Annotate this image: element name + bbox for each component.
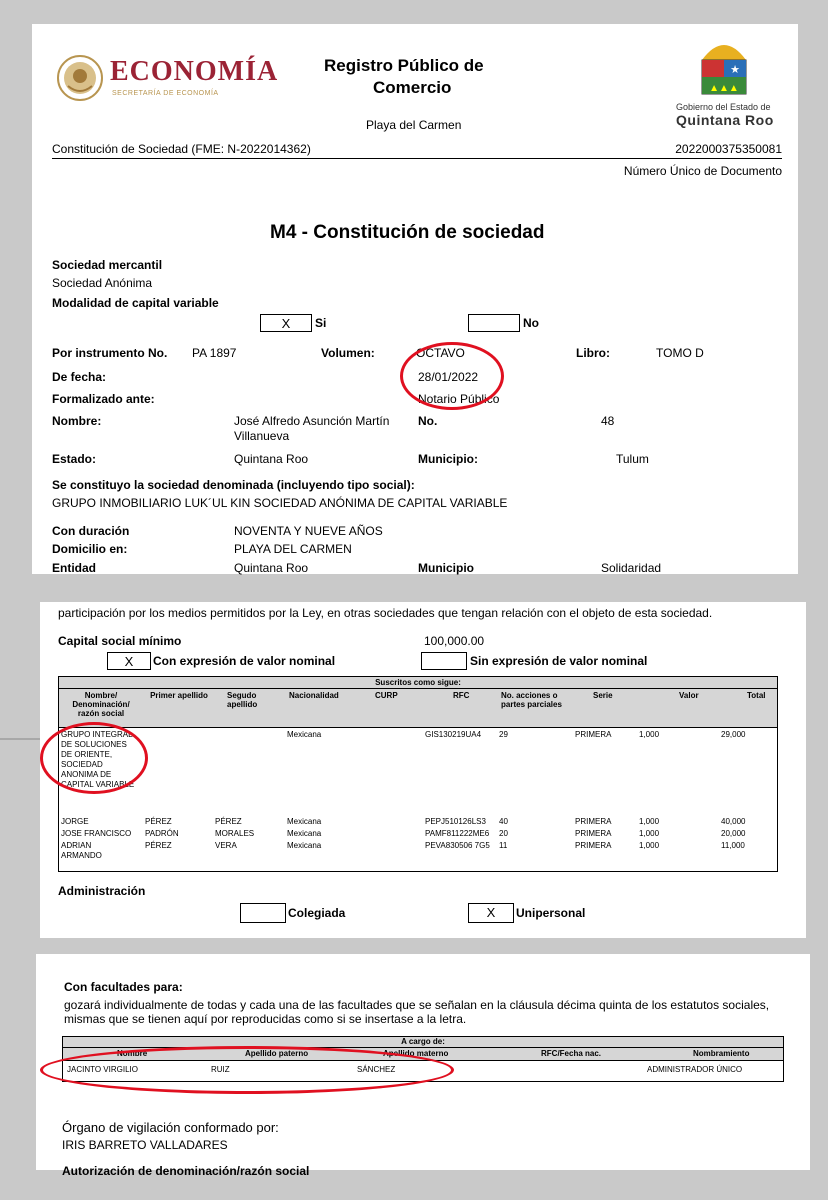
organo-value: IRIS BARRETO VALLADARES [62, 1138, 228, 1152]
row3-rfc: PAMF811222ME6 [425, 829, 490, 838]
no-label: No [523, 316, 539, 330]
domicilio-value: PLAYA DEL CARMEN [234, 542, 352, 556]
row4-segundo-apellido: VERA [215, 841, 237, 850]
capital-label: Capital social mínimo [58, 634, 182, 648]
header-total: Total [747, 691, 766, 700]
cargo-header-paterno: Apellido paterno [245, 1049, 309, 1058]
cargo-header-nombre: Nombre [117, 1049, 148, 1058]
row2-segundo-apellido: PÉREZ [215, 817, 242, 826]
no-field-label: No. [418, 414, 438, 428]
organo-label: Órgano de vigilación conformado por: [62, 1120, 279, 1135]
municipio2-label: Municipio [418, 561, 474, 575]
header-nombre: Nombre/ Denominación/ razón social [72, 691, 130, 718]
page-gap-line [0, 738, 40, 740]
cargo-header-materno: Apellido materno [383, 1049, 449, 1058]
si-checkbox: X [260, 314, 312, 332]
header-serie: Serie [593, 691, 613, 700]
row3-primer-apellido: PADRÓN [145, 829, 179, 838]
nombre-value-line1: José Alfredo Asunción Martín [234, 414, 390, 428]
colegiada-label: Colegiada [288, 906, 346, 920]
row4-nacionalidad: Mexicana [287, 841, 322, 850]
cargo-header-rfc: RFC/Fecha nac. [541, 1049, 602, 1058]
volumen-value: OCTAVO [416, 346, 465, 360]
modalidad-label: Modalidad de capital variable [52, 296, 219, 310]
shareholders-table [58, 676, 778, 872]
header-nacionalidad: Nacionalidad [289, 691, 339, 700]
row1-total: 29,000 [721, 730, 746, 739]
row4-primer-apellido: PÉREZ [145, 841, 172, 850]
con-expresion-label: Con expresión de valor nominal [153, 654, 336, 668]
row3-total: 20,000 [721, 829, 746, 838]
row3-serie: PRIMERA [575, 829, 612, 838]
document-page-2 [40, 602, 806, 938]
row2-nacionalidad: Mexicana [287, 817, 322, 826]
row1-acciones: 29 [499, 730, 508, 739]
fecha-label: De fecha: [52, 370, 107, 384]
row2-total: 40,000 [721, 817, 746, 826]
row1-serie: PRIMERA [575, 730, 612, 739]
domicilio-label: Domicilio en: [52, 542, 128, 556]
quintana-roo-line2: Quintana Roo [676, 112, 774, 128]
instrumento-value: PA 1897 [192, 346, 237, 360]
municipio-value: Tulum [616, 452, 649, 466]
company-annotation-circle [40, 722, 148, 794]
entidad-label: Entidad [52, 561, 96, 575]
municipio-label: Municipio: [418, 452, 478, 466]
header-acciones: No. acciones o partes parciales [501, 691, 562, 709]
nombre-value-line2: Villanueva [234, 429, 290, 443]
header-rfc: RFC [453, 691, 470, 700]
cargo-row-paterno: RUIZ [211, 1065, 230, 1074]
formalizado-label: Formalizado ante: [52, 392, 155, 406]
page-title: M4 - Constitución de sociedad [270, 222, 545, 243]
cargo-header-nombramiento: Nombramiento [693, 1049, 750, 1058]
date-annotation-circle [400, 342, 504, 410]
cargo-row-nombramiento: ADMINISTRADOR ÚNICO [647, 1065, 743, 1074]
libro-label: Libro: [576, 346, 610, 360]
row4-valor: 1,000 [639, 841, 660, 850]
municipio2-value: Solidaridad [601, 561, 662, 575]
registry-title-line1: Registro Público de [324, 56, 484, 75]
row3-segundo-apellido: MORALES [215, 829, 255, 838]
mexican-seal-icon [56, 54, 104, 102]
no-checkbox [468, 314, 520, 332]
shareholders-table-title: Suscritos como sigue: [59, 677, 777, 689]
row1-valor: 1,000 [639, 730, 660, 739]
quintana-roo-shield-icon [694, 36, 754, 98]
economia-logo [56, 54, 286, 106]
svg-text:▲▲▲: ▲▲▲ [709, 83, 739, 94]
fecha-value: 28/01/2022 [418, 370, 479, 384]
duracion-value: NOVENTA Y NUEVE AÑOS [234, 524, 383, 538]
quintana-roo-logo [672, 36, 792, 126]
denominada-value: GRUPO INMOBILIARIO LUK´UL KIN SOCIEDAD ANÓNIMA DE CAPITAL VARIABLE [52, 496, 508, 510]
autorizacion-label: Autorización de denominación/razón social [62, 1164, 310, 1178]
shareholders-header [59, 689, 777, 728]
administracion-label: Administración [58, 884, 146, 898]
row2-primer-apellido: PÉREZ [145, 817, 172, 826]
sin-expresion-checkbox [421, 652, 467, 670]
row2-serie: PRIMERA [575, 817, 612, 826]
unipersonal-checkbox: X [468, 903, 514, 923]
nombre-label: Nombre: [52, 414, 102, 428]
row4-total: 11,000 [721, 841, 745, 850]
row1-nacionalidad: Mexicana [287, 730, 322, 739]
facultades-label: Con facultades para: [64, 980, 183, 994]
row3-nacionalidad: Mexicana [287, 829, 322, 838]
row4-acciones: 11 [499, 841, 508, 850]
admin-annotation-circle [40, 1046, 454, 1094]
estado-value: Quintana Roo [234, 452, 309, 466]
header-primer-apellido: Primer apellido [150, 691, 208, 700]
document-number: 2022000375350081 [675, 142, 782, 156]
header-segundo-apellido: Segudo apellido [227, 691, 258, 709]
entidad-value: Quintana Roo [234, 561, 309, 575]
sociedad-label: Sociedad mercantil [52, 258, 163, 272]
row4-serie: PRIMERA [575, 841, 612, 850]
registry-title-line2: Comercio [373, 78, 452, 97]
document-reference: Constitución de Sociedad (FME: N-2022014362) [52, 142, 311, 156]
row1-nombre: GRUPO INTEGRAL DE SOLUCIONES DE ORIENTE, SOCIEDAD ANONIMA DE CAPITAL VARIABLE [61, 730, 135, 789]
registry-city: Playa del Carmen [366, 118, 462, 132]
row4-nombre: ADRIAN ARMANDO [61, 841, 102, 860]
row4-rfc: PEVA830506 7G5 [425, 841, 490, 850]
document-number-label: Número Único de Documento [623, 164, 782, 178]
duracion-label: Con duración [52, 524, 130, 538]
row3-acciones: 20 [499, 829, 508, 838]
sociedad-value: Sociedad Anónima [52, 276, 153, 290]
volumen-label: Volumen: [321, 346, 375, 360]
si-label: Si [315, 316, 327, 330]
capital-top-text: participación por los medios permitidos por la Ley, en otras sociedades que tengan relación con el objeto de esta sociedad. [58, 606, 713, 620]
colegiada-checkbox [240, 903, 286, 923]
document-page-3 [36, 954, 810, 1178]
cargo-table-title: A cargo de: [63, 1037, 783, 1048]
libro-value: TOMO D [656, 346, 704, 360]
formalizado-value: Notario Público [418, 392, 500, 406]
row2-valor: 1,000 [639, 817, 660, 826]
row3-valor: 1,000 [639, 829, 660, 838]
facultades-text: gozará individualmente de todas y cada una de las facultades que se señalan en la cláusula décima quinta de los estatutos sociales, mismas que se tienen aquí por reproducidas como si se insertase a la letra. [64, 998, 770, 1026]
header-valor: Valor [679, 691, 699, 700]
row1-rfc: GIS130219UA4 [425, 730, 482, 739]
svg-text:★: ★ [730, 64, 740, 76]
quintana-roo-line1: Gobierno del Estado de [676, 102, 771, 112]
no-field-value: 48 [601, 414, 615, 428]
instrumento-label: Por instrumento No. [52, 346, 168, 360]
unipersonal-label: Unipersonal [516, 906, 586, 920]
economia-wordmark: ECONOMÍA [110, 56, 279, 87]
capital-value: 100,000.00 [424, 634, 485, 648]
denominada-label: Se constituyo la sociedad denominada (incluyendo tipo social): [52, 478, 415, 492]
header-curp: CURP [375, 691, 398, 700]
document-page-1 [32, 24, 798, 574]
economia-subtitle: SECRETARÍA DE ECONOMÍA [112, 90, 219, 97]
row2-rfc: PEPJ510126LS3 [425, 817, 486, 826]
sin-expresion-label: Sin expresión de valor nominal [470, 654, 648, 668]
row2-acciones: 40 [499, 817, 508, 826]
row3-nombre: JOSE FRANCISCO [61, 829, 132, 838]
header-divider [52, 158, 782, 159]
estado-label: Estado: [52, 452, 97, 466]
cargo-row-materno: SÁNCHEZ [357, 1065, 396, 1074]
cargo-row-nombre: JACINTO VIRGILIO [67, 1065, 138, 1074]
row2-nombre: JORGE [61, 817, 89, 826]
con-expresion-checkbox: X [107, 652, 151, 670]
